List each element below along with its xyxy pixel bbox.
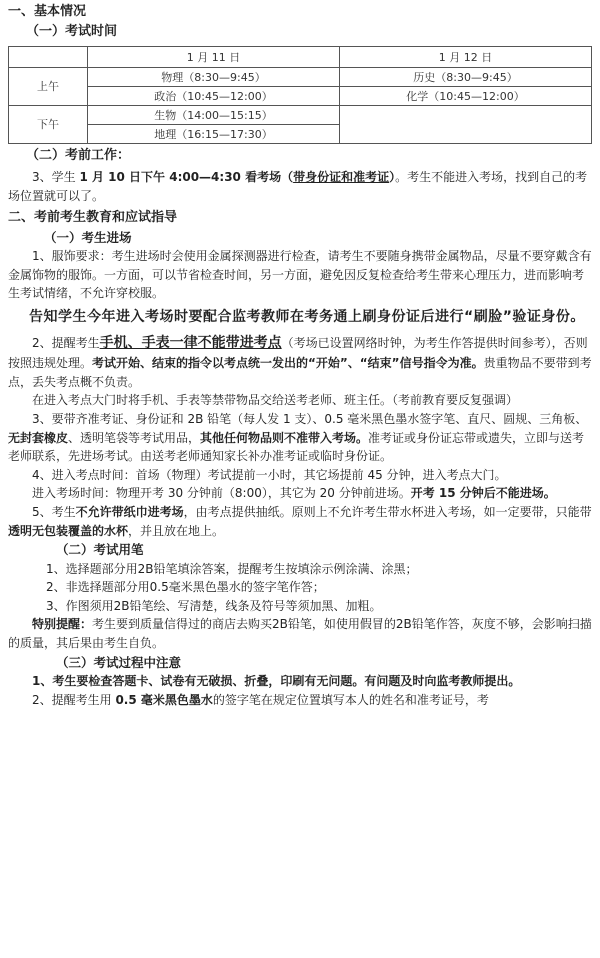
table-corner-cell — [9, 47, 88, 68]
header-day2: 1 月 12 日 — [340, 47, 592, 68]
paragraph-pencil-warning: 特别提醒：考生要到质量信得过的商店去购买2B铅笔，如使用假冒的2B铅笔作答，灰度不够，会影响扫描的质量，其后果由考生自负。 — [8, 617, 592, 650]
pm-day1-slot1: 生物（14:00—15:15） — [88, 106, 340, 125]
paragraph-venue-visit: 3、学生 1 月 10 日下午 4:00—4:30 看考场（带身份证和准考证）。考生不能进入考场，找到自己的考场位置就可以了。 — [8, 170, 588, 204]
am-day2-slot1: 历史（8:30—9:45） — [340, 68, 592, 87]
pm-day2-empty — [340, 106, 592, 144]
paragraph-dress-code: 1、服饰要求：考生进场时会使用金属探测器进行检查，请考生不要随身携带金属物品，尽量不要穿戴含有金属饰物的服饰。一方面，可以节省检查时间，另一方面，避免因反复检查给考生带来心理压力，进而影响考生考试情绪，不允许穿校服。 — [8, 249, 592, 301]
pen-rule-2: 2、非选择题部分用0.5毫米黑色墨水的签字笔作答； — [46, 580, 325, 595]
paragraph-face-verification: 告知学生今年进入考场时要配合监考教师在考务通上刷身份证后进行“刷脸”验证身份。 — [29, 308, 585, 325]
am-day2-slot2: 化学（10:45—12:00） — [340, 87, 592, 106]
section-title-basic-info: 一、基本情况 — [8, 4, 87, 19]
paragraph-tissue-water: 5、考生不允许带纸巾进考场，由考点提供抽纸。原则上不允许考生带水杯进入考场，如一定要带，只能带透明无包装覆盖的水杯，并且放在地上。 — [8, 505, 592, 538]
paragraph-phone-rule: 2、提醒考生手机、手表一律不能带进考点（考场已设置网络时钟，为考生作答提供时间参考），否则按照违规处理。考试开始、结束的指令以考点统一发出的“开始”、“结束”信号指令为准。贵重物品不要带到考点，丢失考点概不负责。 — [8, 334, 592, 389]
subsection-pre-exam-work: （二）考前工作： — [26, 148, 131, 164]
paragraph-fill-name: 2、提醒考生用 0.5 毫米黑色墨水的签字笔在规定位置填写本人的姓名和准考证号，考 — [32, 692, 489, 707]
paragraph-gate-handover: 在进入考点大门时将手机、手表等禁带物品交给送考老师、班主任。（考前教育要反复强调） — [32, 393, 519, 408]
exam-schedule-table — [8, 46, 592, 144]
pm-day1-slot2: 地理（16:15—17:30） — [88, 125, 340, 144]
paragraph-supplies: 3、要带齐准考证、身份证和 2B 铅笔（每人发 1 支）、0.5 毫米黑色墨水签字笔、直尺、圆规、三角板、无封套橡皮、透明笔袋等考试用品，其他任何物品则不准带入考场。准考证或身份证忘带或遗失，立即与送考老师联系，先进场考试。由送考老师通知家长补办准考证或临时身份证。 — [8, 412, 588, 464]
subsection-entry: （一）考生进场 — [44, 229, 132, 245]
subsection-during-exam: （三）考试过程中注意 — [56, 654, 182, 670]
paragraph-arrival-time: 4、进入考点时间：首场（物理）考试提前一小时，其它场提前 45 分钟，进入考点大门。 — [32, 467, 507, 482]
period-am: 上午 — [9, 68, 88, 106]
period-pm: 下午 — [9, 106, 88, 144]
pen-rule-3: 3、作图须用2B铅笔绘、写清楚，线条及符号等须加黑、加粗。 — [46, 598, 382, 613]
pen-rule-1: 1、选择题部分用2B铅笔填涂答案，提醒考生按填涂示例涂满、涂黑； — [46, 561, 418, 576]
paragraph-check-papers: 1、考生要检查答题卡、试卷有无破损、折叠，印刷有无问题。有问题及时向监考教师提出。 — [32, 673, 521, 688]
am-day1-slot1: 物理（8:30—9:45） — [88, 68, 340, 87]
paragraph-entry-time: 进入考场时间：物理开考 30 分钟前（8:00），其它为 20 分钟前进场。开考 15 分钟后不能进场。 — [32, 486, 556, 501]
subsection-pens: （二）考试用笔 — [56, 542, 144, 558]
subsection-exam-time: （一）考试时间 — [26, 24, 118, 40]
header-day1: 1 月 11 日 — [88, 47, 340, 68]
section-title-guidance: 二、考前考生教育和应试指导 — [8, 209, 178, 225]
am-day1-slot2: 政治（10:45—12:00） — [88, 87, 340, 106]
